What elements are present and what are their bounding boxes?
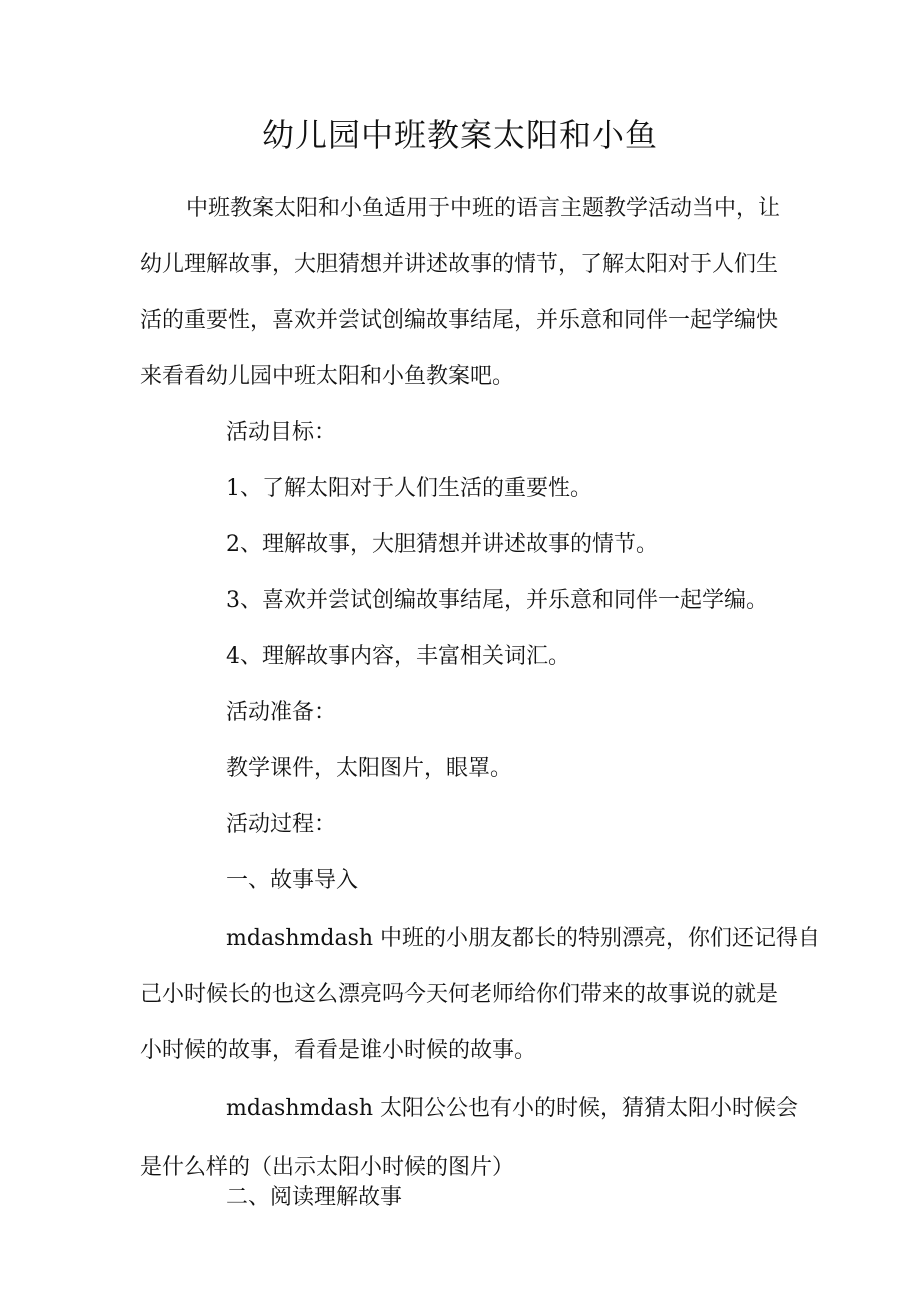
para-2-line-1: mdashmdash 太阳公公也有小的时候，猜猜太阳小时候会 [226,1096,799,1121]
prep-heading: 活动准备： [226,700,337,725]
intro-line-1: 中班教案太阳和小鱼适用于中班的语言主题教学活动当中，让 [186,196,781,221]
para-1-line-1: mdashmdash 中班的小朋友都长的特别漂亮，你们还记得自 [226,926,821,951]
process-heading: 活动过程： [226,812,337,837]
goals-heading: 活动目标： [226,420,337,445]
goal-item-1: 1、了解太阳对于人们生活的重要性。 [226,476,592,501]
intro-line-4: 来看看幼儿园中班太阳和小鱼教案吧。 [140,364,515,389]
section-2-heading: 二、阅读理解故事 [226,1185,403,1210]
prep-text: 教学课件，太阳图片，眼罩。 [226,756,513,781]
section-1-heading: 一、故事导入 [226,868,359,893]
para-1-line-2: 己小时候长的也这么漂亮吗今天何老师给你们带来的故事说的就是 [140,982,779,1007]
intro-line-3: 活的重要性，喜欢并尝试创编故事结尾，并乐意和同伴一起学编快 [140,308,779,333]
para-2-line-2: 是什么样的（出示太阳小时候的图片） [140,1155,515,1180]
para-1-line-3: 小时候的故事，看看是谁小时候的故事。 [140,1038,537,1063]
goal-item-3: 3、喜欢并尝试创编故事结尾，并乐意和同伴一起学编。 [226,588,768,613]
goal-item-2: 2、理解故事，大胆猜想并讲述故事的情节。 [226,532,658,557]
document-title: 幼儿园中班教案太阳和小鱼 [261,116,658,154]
intro-line-2: 幼儿理解故事，大胆猜想并讲述故事的情节，了解太阳对于人们生 [140,252,779,277]
goal-item-4: 4、理解故事内容，丰富相关词汇。 [226,644,570,669]
